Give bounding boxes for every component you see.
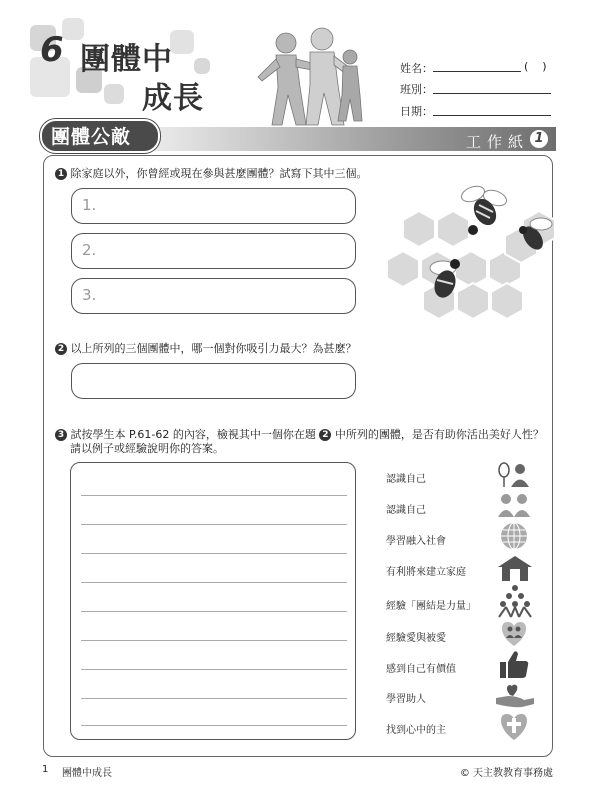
date-label: 日期： <box>400 105 433 118</box>
question-2-badge: 2 <box>55 343 67 355</box>
value-label: 找到心中的主 <box>386 725 446 736</box>
bees-honeycomb-illustration <box>383 180 555 320</box>
answer-number: 3. <box>82 286 97 304</box>
value-label: 學習融入社會 <box>386 536 446 547</box>
footer-section: 團體中成長 <box>62 768 112 779</box>
class-label: 班別： <box>400 83 433 96</box>
decor-square <box>104 84 124 104</box>
question-3-text-part1: 試按學生本 P.61-62 的內容，檢視其中一個你在題 <box>70 428 316 441</box>
question-2 <box>55 342 357 356</box>
unit-title: 團體公敵 <box>51 126 132 148</box>
class-field[interactable] <box>433 93 551 94</box>
group-people-illustration <box>250 25 370 130</box>
question-3-ref-badge: 2 <box>319 429 331 441</box>
writing-line <box>81 640 347 641</box>
value-label: 經驗「團結是力量」 <box>386 601 476 612</box>
page-number: 1 <box>42 764 49 775</box>
name-label: 姓名： <box>400 62 433 75</box>
two-people-icon <box>496 491 532 519</box>
heart-people-icon <box>496 619 532 647</box>
writing-line <box>81 495 347 496</box>
page-title-line1: 團體中 <box>80 42 173 77</box>
writing-line <box>81 725 347 726</box>
human-pyramid-icon <box>496 584 534 618</box>
answer-box-1[interactable] <box>71 188 356 224</box>
value-label: 學習助人 <box>386 694 426 705</box>
page-title-line2: 成長 <box>142 81 204 116</box>
question-2-text: 以上所列的三個團體中，哪一個對你吸引力最大？為甚麼？ <box>70 342 357 355</box>
chapter-number: 6 <box>40 30 64 70</box>
footer-copyright: © 天主教教育事務處 <box>459 768 553 779</box>
thumbs-up-icon <box>496 648 532 680</box>
globe-icon <box>496 521 532 551</box>
decor-square <box>194 58 210 74</box>
date-field[interactable] <box>433 115 551 116</box>
decor-square <box>170 30 194 54</box>
writing-line <box>81 669 347 670</box>
house-icon <box>496 554 534 582</box>
writing-line <box>81 698 347 699</box>
heart-cross-icon <box>496 711 532 741</box>
answer-box-2[interactable] <box>71 233 356 269</box>
writing-line <box>81 582 347 583</box>
value-label: 認識自己 <box>386 474 426 485</box>
writing-line <box>81 611 347 612</box>
value-label: 經驗愛與被愛 <box>386 633 446 644</box>
value-label: 認識自己 <box>386 505 426 516</box>
helping-hands-icon <box>496 682 536 710</box>
value-label: 有利將來建立家庭 <box>386 567 466 578</box>
answer-box-3[interactable] <box>71 278 356 314</box>
writing-line <box>81 553 347 554</box>
writing-area[interactable] <box>70 462 356 740</box>
question-1-badge: 1 <box>55 168 67 180</box>
answer-number: 1. <box>82 196 97 214</box>
question-3 <box>55 428 547 456</box>
worksheet-label: 工作紙 <box>466 133 530 151</box>
question-3-text-line2: 請以例子或經驗說明你的答案。 <box>70 442 224 455</box>
question-1 <box>55 167 368 181</box>
value-label: 感到自己有價值 <box>386 664 456 675</box>
question-3-text-part2: 中所列的團體，是否有助你活出美好人性？ <box>334 428 544 441</box>
question-3-badge: 3 <box>55 429 67 441</box>
writing-line <box>81 524 347 525</box>
mirror-person-icon <box>496 460 532 488</box>
name-field[interactable] <box>433 71 521 72</box>
class-number-bracket: ( ) <box>524 60 547 73</box>
worksheet-number: 1 <box>530 130 548 148</box>
question-1-text: 除家庭以外，你曾經或現在參與甚麼團體？試寫下其中三個。 <box>70 167 368 180</box>
answer-number: 2. <box>82 241 97 259</box>
answer-box-q2[interactable] <box>71 363 356 399</box>
